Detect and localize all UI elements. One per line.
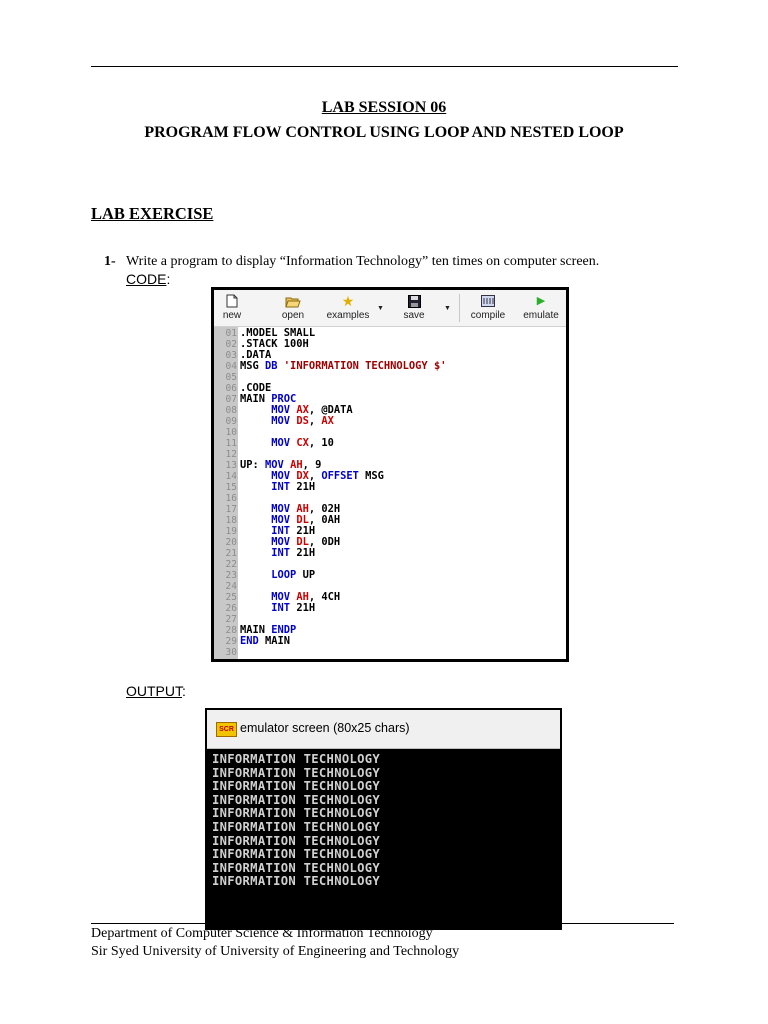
code-token: PROC bbox=[271, 393, 297, 405]
compile-label: compile bbox=[470, 310, 506, 321]
output-label bbox=[126, 683, 186, 699]
code-label-colon: : bbox=[166, 271, 171, 287]
output-line: INFORMATION TECHNOLOGY bbox=[212, 752, 381, 766]
line-number: 18 bbox=[225, 515, 237, 526]
editor-toolbar bbox=[214, 290, 566, 327]
code-token: , 9 bbox=[302, 459, 322, 471]
code-line[interactable] bbox=[225, 338, 566, 350]
code-token: AX bbox=[321, 415, 334, 427]
code-token: MOV bbox=[240, 514, 297, 526]
code-token: MSG bbox=[240, 360, 266, 372]
line-number: 27 bbox=[225, 614, 237, 625]
code-token: DB bbox=[265, 360, 278, 372]
line-number: 06 bbox=[225, 383, 237, 394]
code-token: MAIN bbox=[258, 635, 291, 647]
code-token: DL bbox=[296, 536, 309, 548]
new-file-icon bbox=[220, 292, 244, 310]
code-token: MOV bbox=[240, 503, 297, 515]
code-token: DS bbox=[296, 415, 309, 427]
code-token: , 10 bbox=[308, 437, 334, 449]
line-number: 21 bbox=[225, 548, 237, 559]
code-token: DX bbox=[296, 470, 309, 482]
code-token: MOV bbox=[240, 591, 297, 603]
output-line: INFORMATION TECHNOLOGY bbox=[212, 765, 381, 780]
output-line: INFORMATION TECHNOLOGY bbox=[212, 847, 381, 862]
code-area[interactable] bbox=[225, 327, 566, 659]
open-folder-icon bbox=[278, 292, 308, 310]
floppy-disk-icon bbox=[400, 292, 428, 310]
play-icon: ▶ bbox=[536, 295, 546, 307]
line-number: 22 bbox=[225, 559, 237, 570]
code-token: ENDP bbox=[271, 624, 297, 636]
code-line[interactable] bbox=[225, 602, 566, 614]
line-number: 07 bbox=[225, 394, 237, 405]
code-token: 'INFORMATION TECHNOLOGY $' bbox=[277, 360, 447, 372]
code-line[interactable] bbox=[225, 569, 566, 581]
compile-button[interactable] bbox=[465, 292, 511, 322]
code-token: , 02H bbox=[308, 503, 341, 515]
code-token: OFFSET bbox=[321, 470, 359, 482]
line-number: 10 bbox=[225, 427, 237, 438]
examples-button[interactable] bbox=[322, 292, 374, 322]
toolbar-separator bbox=[459, 294, 460, 322]
line-number: 13 bbox=[225, 460, 237, 471]
code-line[interactable] bbox=[225, 360, 566, 372]
output-line: INFORMATION TECHNOLOGY bbox=[212, 860, 381, 875]
code-token: AH bbox=[296, 503, 309, 515]
line-number: 04 bbox=[225, 361, 237, 372]
emulate-label: emulate bbox=[523, 310, 559, 321]
code-token: AH bbox=[296, 591, 309, 603]
header-rule bbox=[91, 66, 678, 67]
code-token: END bbox=[240, 635, 259, 647]
code-token: .DATA bbox=[240, 349, 272, 361]
code-token: INT bbox=[240, 481, 297, 493]
code-token: , 0DH bbox=[308, 536, 341, 548]
section-title: LAB EXERCISE bbox=[91, 204, 214, 223]
line-number: 26 bbox=[225, 603, 237, 614]
output-line: INFORMATION TECHNOLOGY bbox=[212, 792, 381, 807]
emulator-title: emulator screen (80x25 chars) bbox=[240, 721, 410, 735]
code-token: MAIN bbox=[240, 393, 272, 405]
code-token: .CODE bbox=[240, 382, 272, 394]
code-token: CX bbox=[296, 437, 309, 449]
code-token: INT bbox=[240, 525, 297, 537]
code-token: MOV bbox=[240, 536, 297, 548]
code-token: MOV bbox=[240, 404, 297, 416]
new-button[interactable] bbox=[220, 292, 244, 322]
code-line[interactable] bbox=[225, 415, 566, 427]
line-number: 25 bbox=[225, 592, 237, 603]
output-line: INFORMATION TECHNOLOGY bbox=[212, 819, 381, 834]
output-line: INFORMATION TECHNOLOGY bbox=[212, 833, 381, 848]
emulate-button[interactable] bbox=[518, 292, 564, 322]
line-number: 01 bbox=[225, 328, 237, 339]
lab-session-title: LAB SESSION 06 bbox=[321, 99, 447, 116]
line-number: 30 bbox=[225, 647, 237, 658]
star-icon: ★ bbox=[341, 293, 355, 309]
code-token: MAIN bbox=[240, 624, 272, 636]
compile-icon bbox=[465, 292, 511, 310]
output-line: INFORMATION TECHNOLOGY bbox=[212, 779, 381, 794]
question-number: 1- bbox=[104, 254, 116, 269]
code-token: .STACK 100H bbox=[240, 338, 309, 350]
output-line: INFORMATION TECHNOLOGY bbox=[212, 874, 381, 889]
code-token: AH bbox=[290, 459, 303, 471]
line-number: 02 bbox=[225, 339, 237, 350]
line-number: 08 bbox=[225, 405, 237, 416]
line-number: 03 bbox=[225, 350, 237, 361]
output-label-text: OUTPUT bbox=[126, 683, 182, 699]
line-number: 19 bbox=[225, 526, 237, 537]
line-number: 29 bbox=[225, 636, 237, 647]
examples-dropdown-icon[interactable]: ▼ bbox=[377, 304, 384, 312]
code-token: , bbox=[308, 415, 322, 427]
open-label: open bbox=[281, 310, 305, 321]
line-number: 23 bbox=[225, 570, 237, 581]
code-token: INT bbox=[240, 602, 297, 614]
code-token: 21H bbox=[296, 481, 316, 493]
code-token: AX bbox=[296, 404, 309, 416]
code-label-text: CODE bbox=[126, 271, 167, 287]
code-line[interactable] bbox=[225, 547, 566, 559]
save-dropdown-icon[interactable]: ▼ bbox=[444, 304, 451, 312]
line-number: 14 bbox=[225, 471, 237, 482]
line-number: 09 bbox=[225, 416, 237, 427]
question-text: Write a program to display “Information Technology” ten times on computer screen. bbox=[126, 254, 600, 269]
code-line[interactable] bbox=[225, 372, 566, 383]
output-label-colon: : bbox=[182, 683, 186, 699]
code-token: , 4CH bbox=[308, 591, 341, 603]
code-token: MOV bbox=[265, 459, 291, 471]
code-editor bbox=[211, 287, 569, 662]
footer-department: Department of Computer Science & Information Technology bbox=[91, 926, 433, 941]
code-line[interactable] bbox=[225, 481, 566, 493]
code-line[interactable] bbox=[225, 647, 566, 658]
code-token: MOV bbox=[240, 415, 297, 427]
code-token: .MODEL SMALL bbox=[240, 327, 316, 339]
save-button[interactable] bbox=[400, 292, 428, 322]
code-line[interactable] bbox=[225, 437, 566, 449]
code-token: UP: bbox=[240, 459, 266, 471]
open-button[interactable] bbox=[278, 292, 308, 322]
code-token: LOOP bbox=[240, 569, 303, 581]
code-token: MOV bbox=[240, 437, 297, 449]
code-label bbox=[126, 271, 170, 287]
code-token: 21H bbox=[296, 525, 316, 537]
line-number: 15 bbox=[225, 482, 237, 493]
emulator-screen-window bbox=[205, 708, 562, 930]
code-token: 21H bbox=[296, 602, 316, 614]
line-number: 17 bbox=[225, 504, 237, 515]
footer-university: Sir Syed University of University of Engineering and Technology bbox=[91, 944, 460, 959]
save-label: save bbox=[403, 310, 425, 321]
line-number: 16 bbox=[225, 493, 237, 504]
code-token: , 0AH bbox=[308, 514, 341, 526]
line-number: 28 bbox=[225, 625, 237, 636]
line-number: 20 bbox=[225, 537, 237, 548]
emulator-app-icon: SCR bbox=[216, 722, 237, 737]
code-token: INT bbox=[240, 547, 297, 559]
line-number: 05 bbox=[225, 372, 237, 383]
code-token: 21H bbox=[296, 547, 316, 559]
code-line[interactable] bbox=[225, 635, 566, 647]
output-line: INFORMATION TECHNOLOGY bbox=[212, 806, 381, 821]
line-number: 12 bbox=[225, 449, 237, 460]
code-token: UP bbox=[302, 569, 316, 581]
new-label: new bbox=[222, 310, 242, 321]
examples-label: examples bbox=[326, 310, 370, 321]
line-number: 24 bbox=[225, 581, 237, 592]
line-number: 11 bbox=[225, 438, 237, 449]
code-token: , @DATA bbox=[308, 404, 353, 416]
emulator-title-bar bbox=[207, 710, 560, 749]
code-token: DL bbox=[296, 514, 309, 526]
code-token: MSG bbox=[358, 470, 384, 482]
footer-rule bbox=[91, 923, 674, 924]
emulator-output bbox=[212, 753, 380, 889]
code-token: MOV bbox=[240, 470, 297, 482]
code-token: , bbox=[308, 470, 322, 482]
page-title: PROGRAM FLOW CONTROL USING LOOP AND NESTED LOOP bbox=[144, 124, 624, 141]
